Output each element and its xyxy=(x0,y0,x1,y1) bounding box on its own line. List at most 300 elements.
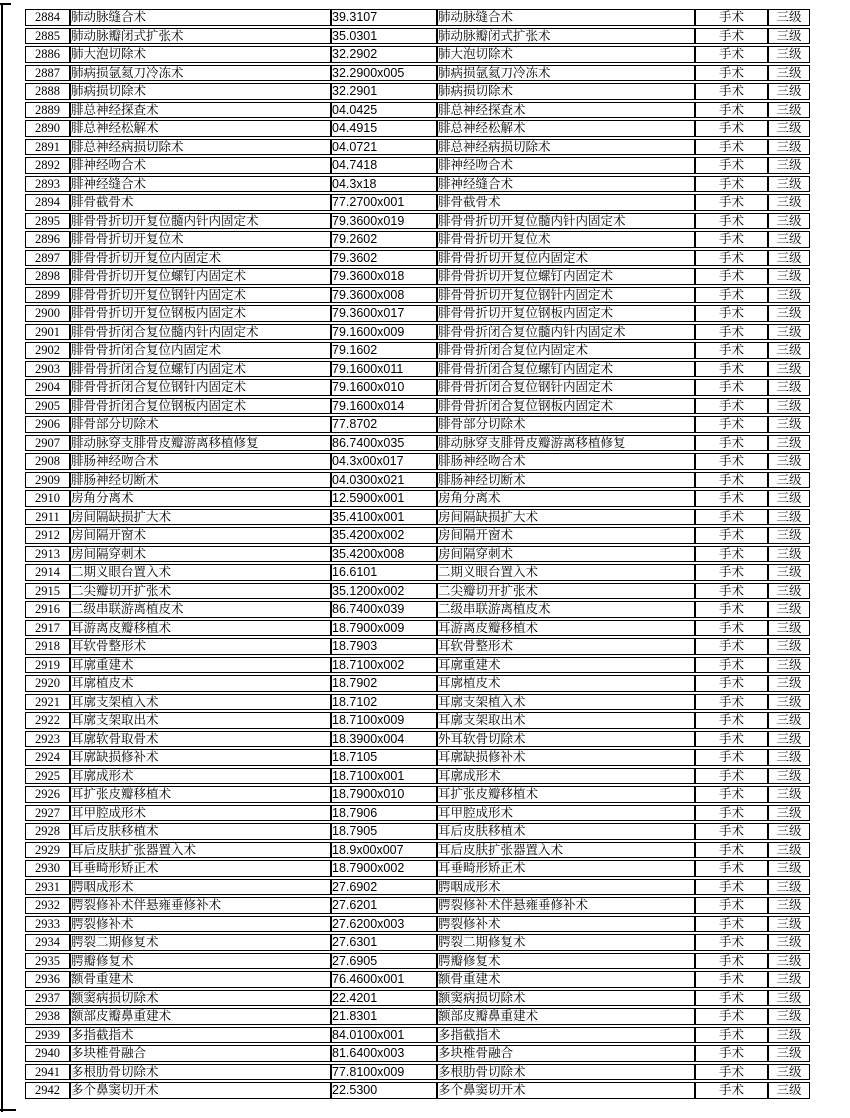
cell-procedure-name-alt: 额窦病损切除术 xyxy=(437,990,695,1007)
cell-code: 35.0301 xyxy=(331,28,437,45)
cell-procedure-name: 腓骨骨折切开复位螺钉内固定术 xyxy=(70,268,331,285)
cell-category: 手术 xyxy=(695,435,768,452)
cell-row-number: 2921 xyxy=(25,694,70,711)
table-row xyxy=(25,361,810,378)
cell-category: 手术 xyxy=(695,1027,768,1044)
table-row xyxy=(25,435,810,452)
table-row xyxy=(25,1027,810,1044)
table-row xyxy=(25,860,810,877)
cell-code: 86.7400x039 xyxy=(331,601,437,618)
table-row xyxy=(25,250,810,267)
cell-row-number: 2933 xyxy=(25,916,70,933)
cell-code: 35.1200x002 xyxy=(331,583,437,600)
cell-level: 三级 xyxy=(768,416,810,433)
cell-category: 手术 xyxy=(695,324,768,341)
cell-level: 三级 xyxy=(768,712,810,729)
cell-procedure-name: 耳甲腔成形术 xyxy=(70,805,331,822)
cell-procedure-name: 房间隔穿刺术 xyxy=(70,546,331,563)
cell-code: 27.6301 xyxy=(331,934,437,951)
cell-category: 手术 xyxy=(695,638,768,655)
table-row xyxy=(25,398,810,415)
cell-category: 手术 xyxy=(695,139,768,156)
cell-level: 三级 xyxy=(768,435,810,452)
cell-row-number: 2926 xyxy=(25,786,70,803)
cell-row-number: 2890 xyxy=(25,120,70,137)
cell-procedure-name-alt: 腓骨部分切除术 xyxy=(437,416,695,433)
cell-category: 手术 xyxy=(695,1064,768,1081)
cell-code: 04.7418 xyxy=(331,157,437,174)
table-row xyxy=(25,176,810,193)
cell-procedure-name: 房间隔开窗术 xyxy=(70,527,331,544)
cell-level: 三级 xyxy=(768,453,810,470)
cell-level: 三级 xyxy=(768,102,810,119)
cell-row-number: 2931 xyxy=(25,879,70,896)
cell-category: 手术 xyxy=(695,879,768,896)
cell-category: 手术 xyxy=(695,953,768,970)
cell-procedure-name-alt: 外耳软骨切除术 xyxy=(437,731,695,748)
cell-procedure-name: 腭裂二期修复术 xyxy=(70,934,331,951)
table-row xyxy=(25,490,810,507)
table-row xyxy=(25,287,810,304)
cell-category: 手术 xyxy=(695,990,768,1007)
cell-code: 12.5900x001 xyxy=(331,490,437,507)
table-row xyxy=(25,564,810,581)
cell-category: 手术 xyxy=(695,1082,768,1099)
cell-category: 手术 xyxy=(695,102,768,119)
cell-procedure-name-alt: 二尖瓣切开扩张术 xyxy=(437,583,695,600)
cell-code: 79.1602 xyxy=(331,342,437,359)
cell-category: 手术 xyxy=(695,897,768,914)
cell-procedure-name-alt: 耳廓支架植入术 xyxy=(437,694,695,711)
table-row xyxy=(25,842,810,859)
cell-procedure-name-alt: 二级串联游离植皮术 xyxy=(437,601,695,618)
cell-row-number: 2915 xyxy=(25,583,70,600)
cell-level: 三级 xyxy=(768,342,810,359)
cell-procedure-name-alt: 耳后皮肤移植术 xyxy=(437,823,695,840)
cell-procedure-name-alt: 多个鼻窦切开术 xyxy=(437,1082,695,1099)
table-row xyxy=(25,712,810,729)
cell-procedure-name-alt: 多块椎骨融合 xyxy=(437,1045,695,1062)
cell-procedure-name: 腓骨骨折切开复位内固定术 xyxy=(70,250,331,267)
table-row xyxy=(25,823,810,840)
cell-procedure-name: 腓骨骨折闭合复位髓内针内固定术 xyxy=(70,324,331,341)
cell-row-number: 2885 xyxy=(25,28,70,45)
cell-row-number: 2901 xyxy=(25,324,70,341)
cell-row-number: 2889 xyxy=(25,102,70,119)
cell-code: 04.3x00x017 xyxy=(331,453,437,470)
cell-level: 三级 xyxy=(768,731,810,748)
cell-row-number: 2908 xyxy=(25,453,70,470)
cell-procedure-name: 腓总神经病损切除术 xyxy=(70,139,331,156)
cell-row-number: 2909 xyxy=(25,472,70,489)
cell-category: 手术 xyxy=(695,805,768,822)
cell-procedure-name: 额骨重建术 xyxy=(70,971,331,988)
table-row xyxy=(25,638,810,655)
cell-procedure-name: 耳廓支架取出术 xyxy=(70,712,331,729)
cell-category: 手术 xyxy=(695,731,768,748)
cell-category: 手术 xyxy=(695,28,768,45)
cell-code: 79.3602 xyxy=(331,250,437,267)
cell-procedure-name: 腓骨骨折切开复位术 xyxy=(70,231,331,248)
table-row xyxy=(25,231,810,248)
cell-procedure-name-alt: 腭裂修补术伴悬雍垂修补术 xyxy=(437,897,695,914)
table-row xyxy=(25,953,810,970)
cell-code: 04.4915 xyxy=(331,120,437,137)
cell-category: 手术 xyxy=(695,287,768,304)
table-row xyxy=(25,379,810,396)
cell-level: 三级 xyxy=(768,176,810,193)
cell-procedure-name-alt: 房角分离术 xyxy=(437,490,695,507)
cell-procedure-name: 腓肠神经吻合术 xyxy=(70,453,331,470)
cell-category: 手术 xyxy=(695,786,768,803)
table-row xyxy=(25,1045,810,1062)
cell-level: 三级 xyxy=(768,490,810,507)
table-row xyxy=(25,305,810,322)
cell-category: 手术 xyxy=(695,546,768,563)
cell-category: 手术 xyxy=(695,379,768,396)
cell-category: 手术 xyxy=(695,398,768,415)
cell-level: 三级 xyxy=(768,564,810,581)
table-row xyxy=(25,546,810,563)
table-row xyxy=(25,342,810,359)
cell-code: 27.6200x003 xyxy=(331,916,437,933)
cell-level: 三级 xyxy=(768,934,810,951)
cell-procedure-name: 耳廓缺损修补术 xyxy=(70,749,331,766)
cell-procedure-name: 腭裂修补术伴悬雍垂修补术 xyxy=(70,897,331,914)
cell-code: 18.7906 xyxy=(331,805,437,822)
cell-procedure-name: 腭咽成形术 xyxy=(70,879,331,896)
cell-level: 三级 xyxy=(768,786,810,803)
cell-category: 手术 xyxy=(695,694,768,711)
cell-level: 三级 xyxy=(768,472,810,489)
cell-category: 手术 xyxy=(695,65,768,82)
cell-level: 三级 xyxy=(768,139,810,156)
cell-procedure-name: 耳垂畸形矫正术 xyxy=(70,860,331,877)
cell-procedure-name: 腓总神经松解术 xyxy=(70,120,331,137)
cell-row-number: 2903 xyxy=(25,361,70,378)
cell-level: 三级 xyxy=(768,231,810,248)
cell-category: 手术 xyxy=(695,1045,768,1062)
cell-code: 27.6201 xyxy=(331,897,437,914)
cell-row-number: 2935 xyxy=(25,953,70,970)
cell-code: 21.8301 xyxy=(331,1008,437,1025)
cell-code: 04.0300x021 xyxy=(331,472,437,489)
table-row xyxy=(25,509,810,526)
table-row xyxy=(25,694,810,711)
cell-procedure-name-alt: 房间隔穿刺术 xyxy=(437,546,695,563)
cell-procedure-name-alt: 耳廓成形术 xyxy=(437,768,695,785)
cell-row-number: 2888 xyxy=(25,83,70,100)
cell-procedure-name-alt: 腓动脉穿支腓骨皮瓣游离移植修复 xyxy=(437,435,695,452)
table-row xyxy=(25,990,810,1007)
cell-procedure-name: 肺大泡切除术 xyxy=(70,46,331,63)
cell-procedure-name-alt: 肺大泡切除术 xyxy=(437,46,695,63)
cell-row-number: 2900 xyxy=(25,305,70,322)
cell-procedure-name-alt: 耳廓缺损修补术 xyxy=(437,749,695,766)
table-row xyxy=(25,65,810,82)
cell-code: 18.7900x009 xyxy=(331,620,437,637)
cell-code: 79.1600x010 xyxy=(331,379,437,396)
cell-code: 79.2602 xyxy=(331,231,437,248)
cell-code: 18.7102 xyxy=(331,694,437,711)
cell-category: 手术 xyxy=(695,768,768,785)
cell-procedure-name-alt: 腓总神经病损切除术 xyxy=(437,139,695,156)
table-row xyxy=(25,768,810,785)
cell-procedure-name-alt: 额骨重建术 xyxy=(437,971,695,988)
cell-procedure-name-alt: 多指截指术 xyxy=(437,1027,695,1044)
cell-category: 手术 xyxy=(695,231,768,248)
cell-category: 手术 xyxy=(695,1008,768,1025)
cell-category: 手术 xyxy=(695,823,768,840)
cell-category: 手术 xyxy=(695,9,768,26)
cell-level: 三级 xyxy=(768,268,810,285)
cell-category: 手术 xyxy=(695,934,768,951)
cell-level: 三级 xyxy=(768,379,810,396)
cell-code: 77.8702 xyxy=(331,416,437,433)
cell-procedure-name-alt: 耳软骨整形术 xyxy=(437,638,695,655)
procedure-table-body xyxy=(25,9,810,1099)
cell-category: 手术 xyxy=(695,749,768,766)
cell-code: 18.7100x002 xyxy=(331,657,437,674)
table-row xyxy=(25,583,810,600)
table-row xyxy=(25,897,810,914)
cell-procedure-name-alt: 肺病损氩氦刀冷冻术 xyxy=(437,65,695,82)
cell-code: 79.1600x009 xyxy=(331,324,437,341)
cell-code: 79.3600x017 xyxy=(331,305,437,322)
cell-category: 手术 xyxy=(695,250,768,267)
cell-procedure-name-alt: 腓总神经松解术 xyxy=(437,120,695,137)
cell-level: 三级 xyxy=(768,805,810,822)
cell-procedure-name-alt: 腭裂修补术 xyxy=(437,916,695,933)
cell-procedure-name-alt: 额部皮瓣鼻重建术 xyxy=(437,1008,695,1025)
cell-code: 79.1600x011 xyxy=(331,361,437,378)
cell-level: 三级 xyxy=(768,361,810,378)
table-row xyxy=(25,1008,810,1025)
cell-code: 35.4200x008 xyxy=(331,546,437,563)
cell-row-number: 2932 xyxy=(25,897,70,914)
cell-code: 77.8100x009 xyxy=(331,1064,437,1081)
cell-row-number: 2930 xyxy=(25,860,70,877)
cell-procedure-name-alt: 腓肠神经吻合术 xyxy=(437,453,695,470)
cell-row-number: 2925 xyxy=(25,768,70,785)
cell-code: 18.7905 xyxy=(331,823,437,840)
cell-code: 04.0721 xyxy=(331,139,437,156)
cell-category: 手术 xyxy=(695,564,768,581)
cell-code: 39.3107 xyxy=(331,9,437,26)
cell-level: 三级 xyxy=(768,1064,810,1081)
cell-procedure-name-alt: 腓骨截骨术 xyxy=(437,194,695,211)
cell-procedure-name: 额部皮瓣鼻重建术 xyxy=(70,1008,331,1025)
cell-row-number: 2893 xyxy=(25,176,70,193)
cell-row-number: 2899 xyxy=(25,287,70,304)
cell-category: 手术 xyxy=(695,46,768,63)
cell-row-number: 2886 xyxy=(25,46,70,63)
cell-row-number: 2928 xyxy=(25,823,70,840)
cell-procedure-name-alt: 腓骨骨折切开复位内固定术 xyxy=(437,250,695,267)
cell-row-number: 2905 xyxy=(25,398,70,415)
cell-level: 三级 xyxy=(768,546,810,563)
table-row xyxy=(25,102,810,119)
cell-code: 18.7105 xyxy=(331,749,437,766)
cell-procedure-name-alt: 二期义眼台置入术 xyxy=(437,564,695,581)
table-row xyxy=(25,139,810,156)
cell-code: 84.0100x001 xyxy=(331,1027,437,1044)
cell-row-number: 2913 xyxy=(25,546,70,563)
cell-code: 04.3x18 xyxy=(331,176,437,193)
table-row xyxy=(25,416,810,433)
cell-procedure-name-alt: 腓肠神经切断术 xyxy=(437,472,695,489)
cell-procedure-name: 腓骨部分切除术 xyxy=(70,416,331,433)
cell-procedure-name: 腓动脉穿支腓骨皮瓣游离移植修复 xyxy=(70,435,331,452)
cell-row-number: 2942 xyxy=(25,1082,70,1099)
cell-row-number: 2917 xyxy=(25,620,70,637)
table-row xyxy=(25,472,810,489)
cell-procedure-name: 腓总神经探查术 xyxy=(70,102,331,119)
cell-procedure-name: 二尖瓣切开扩张术 xyxy=(70,583,331,600)
cell-procedure-name-alt: 耳廓植皮术 xyxy=(437,675,695,692)
table-row xyxy=(25,268,810,285)
cell-level: 三级 xyxy=(768,1027,810,1044)
table-row xyxy=(25,120,810,137)
cell-category: 手术 xyxy=(695,472,768,489)
cell-procedure-name: 腭裂修补术 xyxy=(70,916,331,933)
cell-row-number: 2922 xyxy=(25,712,70,729)
cell-procedure-name: 腓骨骨折闭合复位螺钉内固定术 xyxy=(70,361,331,378)
cell-category: 手术 xyxy=(695,675,768,692)
cell-code: 04.0425 xyxy=(331,102,437,119)
procedure-table xyxy=(25,7,810,1101)
cell-procedure-name-alt: 肺动脉缝合术 xyxy=(437,9,695,26)
table-row xyxy=(25,527,810,544)
cell-row-number: 2914 xyxy=(25,564,70,581)
cell-category: 手术 xyxy=(695,268,768,285)
cell-category: 手术 xyxy=(695,194,768,211)
cell-procedure-name: 腓骨截骨术 xyxy=(70,194,331,211)
cell-code: 22.5300 xyxy=(331,1082,437,1099)
cell-level: 三级 xyxy=(768,509,810,526)
cell-procedure-name: 腓骨骨折切开复位钢板内固定术 xyxy=(70,305,331,322)
cell-procedure-name-alt: 肺病损切除术 xyxy=(437,83,695,100)
table-row xyxy=(25,731,810,748)
cell-category: 手术 xyxy=(695,490,768,507)
cell-category: 手术 xyxy=(695,657,768,674)
cell-code: 79.3600x018 xyxy=(331,268,437,285)
cell-procedure-name: 腓神经吻合术 xyxy=(70,157,331,174)
cell-code: 18.7100x001 xyxy=(331,768,437,785)
cell-category: 手术 xyxy=(695,971,768,988)
cell-level: 三级 xyxy=(768,46,810,63)
cell-procedure-name-alt: 耳甲腔成形术 xyxy=(437,805,695,822)
cell-procedure-name: 多根肋骨切除术 xyxy=(70,1064,331,1081)
cell-level: 三级 xyxy=(768,120,810,137)
cell-row-number: 2923 xyxy=(25,731,70,748)
cell-category: 手术 xyxy=(695,176,768,193)
table-row xyxy=(25,83,810,100)
cell-row-number: 2924 xyxy=(25,749,70,766)
cell-procedure-name: 二期义眼台置入术 xyxy=(70,564,331,581)
cell-code: 32.2900x005 xyxy=(331,65,437,82)
cell-procedure-name-alt: 腭咽成形术 xyxy=(437,879,695,896)
cell-level: 三级 xyxy=(768,1082,810,1099)
cell-row-number: 2902 xyxy=(25,342,70,359)
cell-level: 三级 xyxy=(768,65,810,82)
cell-row-number: 2887 xyxy=(25,65,70,82)
cell-procedure-name-alt: 耳游离皮瓣移植术 xyxy=(437,620,695,637)
cell-procedure-name: 腓肠神经切断术 xyxy=(70,472,331,489)
cell-category: 手术 xyxy=(695,860,768,877)
table-row xyxy=(25,28,810,45)
cell-procedure-name-alt: 腭裂二期修复术 xyxy=(437,934,695,951)
cell-procedure-name-alt: 腓骨骨折切开复位术 xyxy=(437,231,695,248)
cell-category: 手术 xyxy=(695,83,768,100)
table-row xyxy=(25,805,810,822)
cell-procedure-name: 腭瓣修复术 xyxy=(70,953,331,970)
table-row xyxy=(25,9,810,26)
cell-code: 35.4200x002 xyxy=(331,527,437,544)
cell-code: 27.6905 xyxy=(331,953,437,970)
cell-row-number: 2940 xyxy=(25,1045,70,1062)
table-row xyxy=(25,749,810,766)
cell-row-number: 2937 xyxy=(25,990,70,1007)
cell-procedure-name: 耳后皮肤扩张器置入术 xyxy=(70,842,331,859)
procedure-table-container xyxy=(25,7,810,1101)
cell-code: 18.7903 xyxy=(331,638,437,655)
cell-procedure-name: 耳后皮肤移植术 xyxy=(70,823,331,840)
cell-level: 三级 xyxy=(768,860,810,877)
cell-procedure-name-alt: 耳廓支架取出术 xyxy=(437,712,695,729)
cell-category: 手术 xyxy=(695,509,768,526)
table-row xyxy=(25,620,810,637)
cell-procedure-name-alt: 耳后皮肤扩张器置入术 xyxy=(437,842,695,859)
cell-code: 86.7400x035 xyxy=(331,435,437,452)
cell-code: 35.4100x001 xyxy=(331,509,437,526)
cell-code: 77.2700x001 xyxy=(331,194,437,211)
cell-level: 三级 xyxy=(768,28,810,45)
cell-category: 手术 xyxy=(695,842,768,859)
cell-level: 三级 xyxy=(768,157,810,174)
cell-procedure-name-alt: 腓总神经探查术 xyxy=(437,102,695,119)
cell-procedure-name-alt: 腓骨骨折闭合复位髓内针内固定术 xyxy=(437,324,695,341)
cell-procedure-name: 耳廓支架植入术 xyxy=(70,694,331,711)
table-row xyxy=(25,1082,810,1099)
cell-procedure-name: 肺动脉缝合术 xyxy=(70,9,331,26)
cell-row-number: 2904 xyxy=(25,379,70,396)
page-border-left-line xyxy=(1,3,3,1112)
cell-code: 79.3600x008 xyxy=(331,287,437,304)
cell-row-number: 2919 xyxy=(25,657,70,674)
cell-procedure-name: 腓神经缝合术 xyxy=(70,176,331,193)
cell-row-number: 2941 xyxy=(25,1064,70,1081)
cell-code: 22.4201 xyxy=(331,990,437,1007)
cell-procedure-name-alt: 腓骨骨折闭合复位钢板内固定术 xyxy=(437,398,695,415)
table-row xyxy=(25,601,810,618)
table-row xyxy=(25,916,810,933)
cell-category: 手术 xyxy=(695,361,768,378)
cell-procedure-name-alt: 腓骨骨折切开复位髓内针内固定术 xyxy=(437,213,695,230)
cell-level: 三级 xyxy=(768,768,810,785)
table-row xyxy=(25,46,810,63)
cell-procedure-name-alt: 耳廓重建术 xyxy=(437,657,695,674)
table-row xyxy=(25,157,810,174)
cell-code: 81.6400x003 xyxy=(331,1045,437,1062)
table-row xyxy=(25,786,810,803)
cell-code: 18.9x00x007 xyxy=(331,842,437,859)
cell-row-number: 2934 xyxy=(25,934,70,951)
cell-procedure-name-alt: 腓骨骨折切开复位钢板内固定术 xyxy=(437,305,695,322)
cell-procedure-name-alt: 腭瓣修复术 xyxy=(437,953,695,970)
cell-row-number: 2912 xyxy=(25,527,70,544)
cell-level: 三级 xyxy=(768,990,810,1007)
